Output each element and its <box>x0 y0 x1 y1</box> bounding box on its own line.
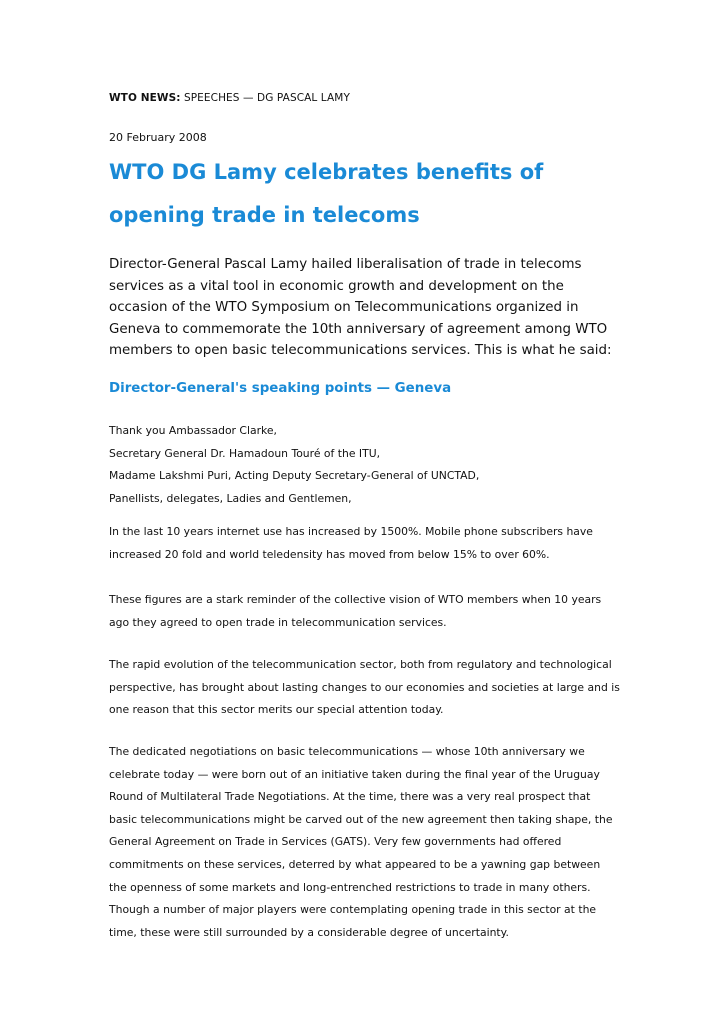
kicker-label: WTO NEWS: <box>109 92 181 104</box>
body-paragraph: The dedicated negotiations on basic telecommunications — whose 10th anniversary we celebrate today — were born out of an initiative taken during the final year of the Uruguay Round of Multilateral Trade Negotiations. At the time, there was a very real prospect that basic telecommunications might be carved out of the new agreement then taking shape, the General Agreement on Trade in Services (GATS). Very few governments had offered commitments on these services, deterred by what appeared to be a yawning gap between the openness of some markets and long-entrenched restrictions to trade in many others. Though a number of major players were contemplating opening trade in this sector at the time, these were still surrounded by a considerable degree of uncertainty. <box>109 745 613 939</box>
salutation-block <box>109 420 621 510</box>
body-paragraph: These figures are a stark reminder of the collective vision of WTO members when 10 years ago they agreed to open trade in telecommunication services. <box>109 593 602 629</box>
lead-paragraph: Director-General Pascal Lamy hailed liberalisation of trade in telecoms services as a vital tool in economic growth and development on the occasion of the WTO Symposium on Telecommunications organized in Geneva to commemorate the 10th anniversary of agreement among WTO members to open basic telecommunications services. This is what he said: <box>109 257 612 358</box>
salutation-line: Thank you Ambassador Clarke, <box>109 424 277 437</box>
publication-date: 20 February 2008 <box>109 131 207 144</box>
body-paragraph: The rapid evolution of the telecommunication sector, both from regulatory and technological perspective, has brought about lasting changes to our economies and societies at large and is one reason that this sector merits our special attention today. <box>109 658 620 717</box>
body-paragraph: In the last 10 years internet use has increased by 1500%. Mobile phone subscribers have increased 20 fold and world teledensity has moved from below 15% to over 60%. <box>109 525 593 561</box>
salutation-line: Secretary General Dr. Hamadoun Touré of the ITU, <box>109 446 381 460</box>
kicker-text: SPEECHES — DG PASCAL LAMY <box>180 92 350 104</box>
salutation-line: Panellists, delegates, Ladies and Gentlemen, <box>109 491 352 505</box>
article-title: WTO DG Lamy celebrates benefits of opening trade in telecoms <box>109 160 544 227</box>
news-kicker <box>109 92 350 104</box>
speaking-points-heading: Director-General's speaking points — Geneva <box>109 381 452 396</box>
salutation-line: Madame Lakshmi Puri, Acting Deputy Secretary-General of UNCTAD, <box>109 469 480 483</box>
